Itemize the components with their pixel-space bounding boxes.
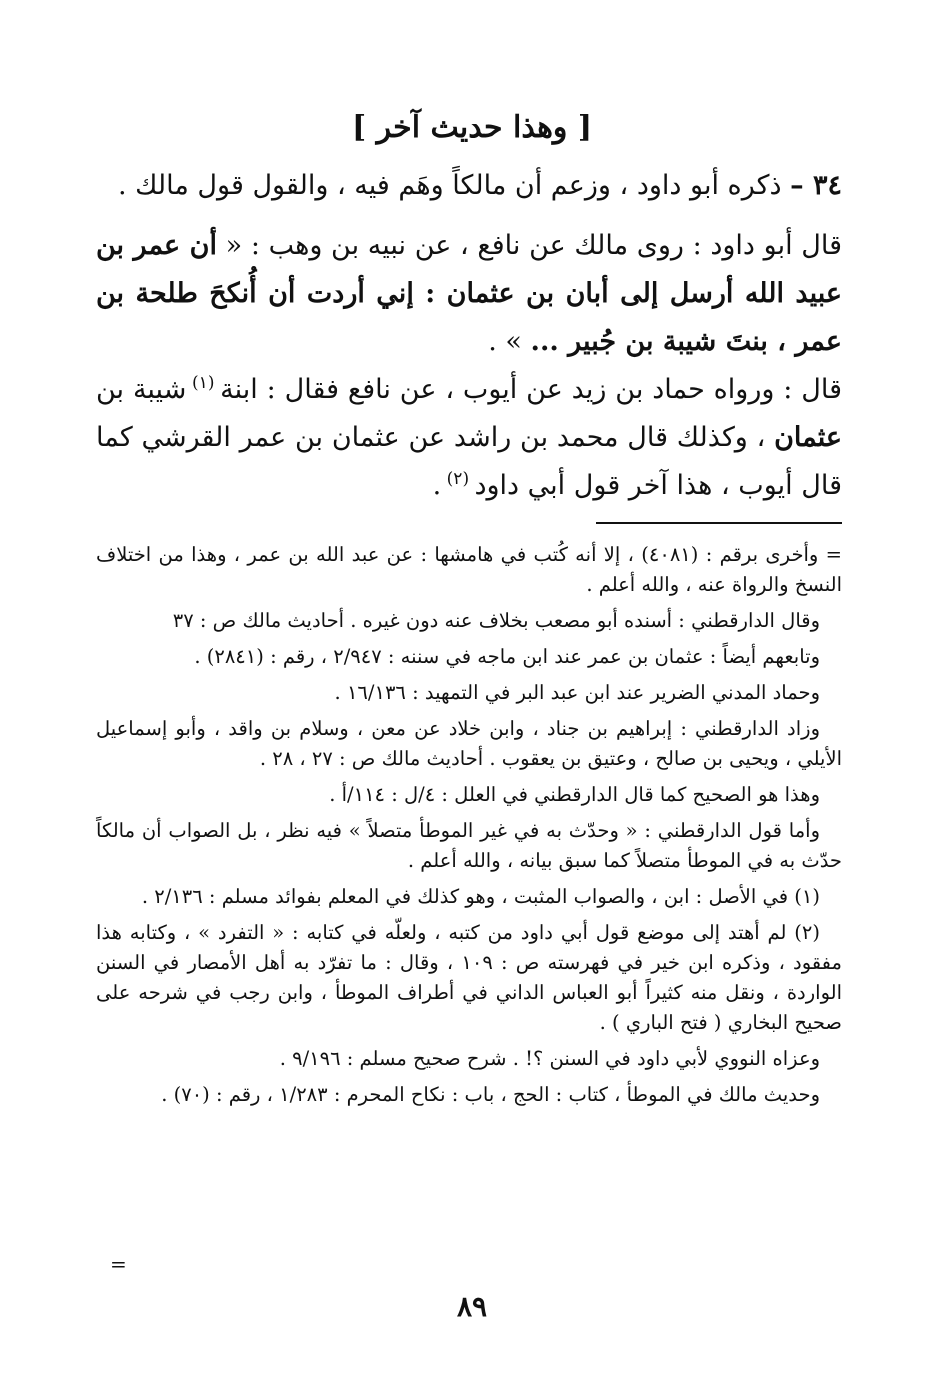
paragraph-hammad-narration: [96, 366, 842, 510]
para3-part2: شيبة بن: [96, 374, 187, 405]
hadith-entry: [96, 162, 842, 210]
footnote-ref-1: (١): [186, 373, 221, 393]
footnotes: [96, 540, 842, 1116]
para3-part1: قال : ورواه حماد بن زيد عن أيوب ، عن نافع فقال : ابنة: [220, 374, 842, 405]
footnote-ref-2: (٢): [441, 469, 475, 489]
narration-intro: قال أبو داود : روى مالك عن نافع ، عن نبيه بن وهب : «: [216, 230, 842, 261]
footnote-2: (٢) لم أهتد إلى موضع قول أبي داود من كتبه ، ولعلّه في كتابه : « التفرد » ، وكتابه هذا مفقود ، وذكره ابن خير في فهرسته ص : ١٠٩ ، وقال : ما تفرّد به أهل الأمصار في السنن الواردة ، ونقل منه كثيراً أبو العباس الداني في أطراف الموطأ ، وابن رجب في شرحه على صحيح البخاري ( فتح الباري ) .: [96, 921, 842, 1034]
para3-bold-name: عثمان: [774, 422, 842, 453]
footnote-1: (١) في الأصل : ابن ، والصواب المثبت ، وهو كذلك في المعلم بفوائد مسلم : ٢/١٣٦ .: [141, 885, 820, 908]
hadith-number: ٣٤ –: [790, 170, 842, 201]
hadith-intro-text: ذكره أبو داود ، وزعم أن مالكاً وهَم فيه ، والقول قول مالك .: [117, 170, 782, 201]
footnote-separator: [596, 522, 842, 524]
footnote-line: وتابعهم أيضاً : عثمان بن عمر عند ابن ماجه في سننه : ٢/٩٤٧ ، رقم : (٢٨٤١) .: [194, 645, 820, 668]
para3-end: .: [432, 470, 442, 501]
para3-part3: ، وكذلك قال محمد بن راشد عن عثمان بن عمر القرشي كما قال أيوب ، هذا آخر قول أبي داود: [96, 422, 842, 501]
footnote-continuation: = وأخرى برقم : (٤٠٨١) ، إلا أنه كُتب في هامشها : عن عبد الله بن عمر ، وهذا من اختلاف النسخ والرواة عنه ، والله أعلم .: [96, 543, 842, 596]
footnote-line: وأما قول الدارقطني : « وحدّث به في غير الموطأ متصلاً » فيه نظر ، بل الصواب أن مالكاً حدّث به في الموطأ متصلاً كما سبق بيانه ، والله أعلم .: [96, 819, 842, 872]
footnote-line: وحماد المدني الضرير عند ابن عبد البر في التمهيد : ١٦/١٣٦ .: [334, 681, 820, 704]
footnote-line: وعزاه النووي لأبي داود في السنن ؟! . شرح صحيح مسلم : ٩/١٩٦ .: [279, 1047, 820, 1070]
section-heading: [ وهذا حديث آخر ]: [351, 110, 593, 145]
footnote-line: وهذا هو الصحيح كما قال الدارقطني في العلل : ٤/ل : ١١٤/أ .: [329, 783, 820, 806]
narration-end: » .: [488, 326, 531, 357]
footnote-line: وحديث مالك في الموطأ ، كتاب : الحج ، باب : نكاح المحرم : ١/٢٨٣ ، رقم : (٧٠) .: [161, 1083, 820, 1106]
paragraph-abu-dawud-narration: [96, 222, 842, 366]
footnote-line: وقال الدارقطني : أسنده أبو مصعب بخلاف عنه دون غيره . أحاديث مالك ص : ٣٧: [172, 609, 820, 632]
footnote-line: وزاد الدارقطني : إبراهيم بن جناد ، وابن خلاد عن معن ، وسلام بن واقد ، وأبو إسماعيل الأيلي ، ويحيى بن صالح ، وعتيق بن يعقوب . أحاديث مالك ص : ٢٧ ، ٢٨ .: [96, 717, 842, 770]
narration-quote: أن عمر بن عبيد الله أرسل إلى أبان بن عثمان : إني أردت أن أُنكحَ طلحة بن عمر ، بنتَ شيبة بن جُبير ...: [96, 230, 842, 357]
page-number: ٨٩: [456, 1290, 488, 1323]
continuation-mark: =: [110, 1252, 127, 1276]
